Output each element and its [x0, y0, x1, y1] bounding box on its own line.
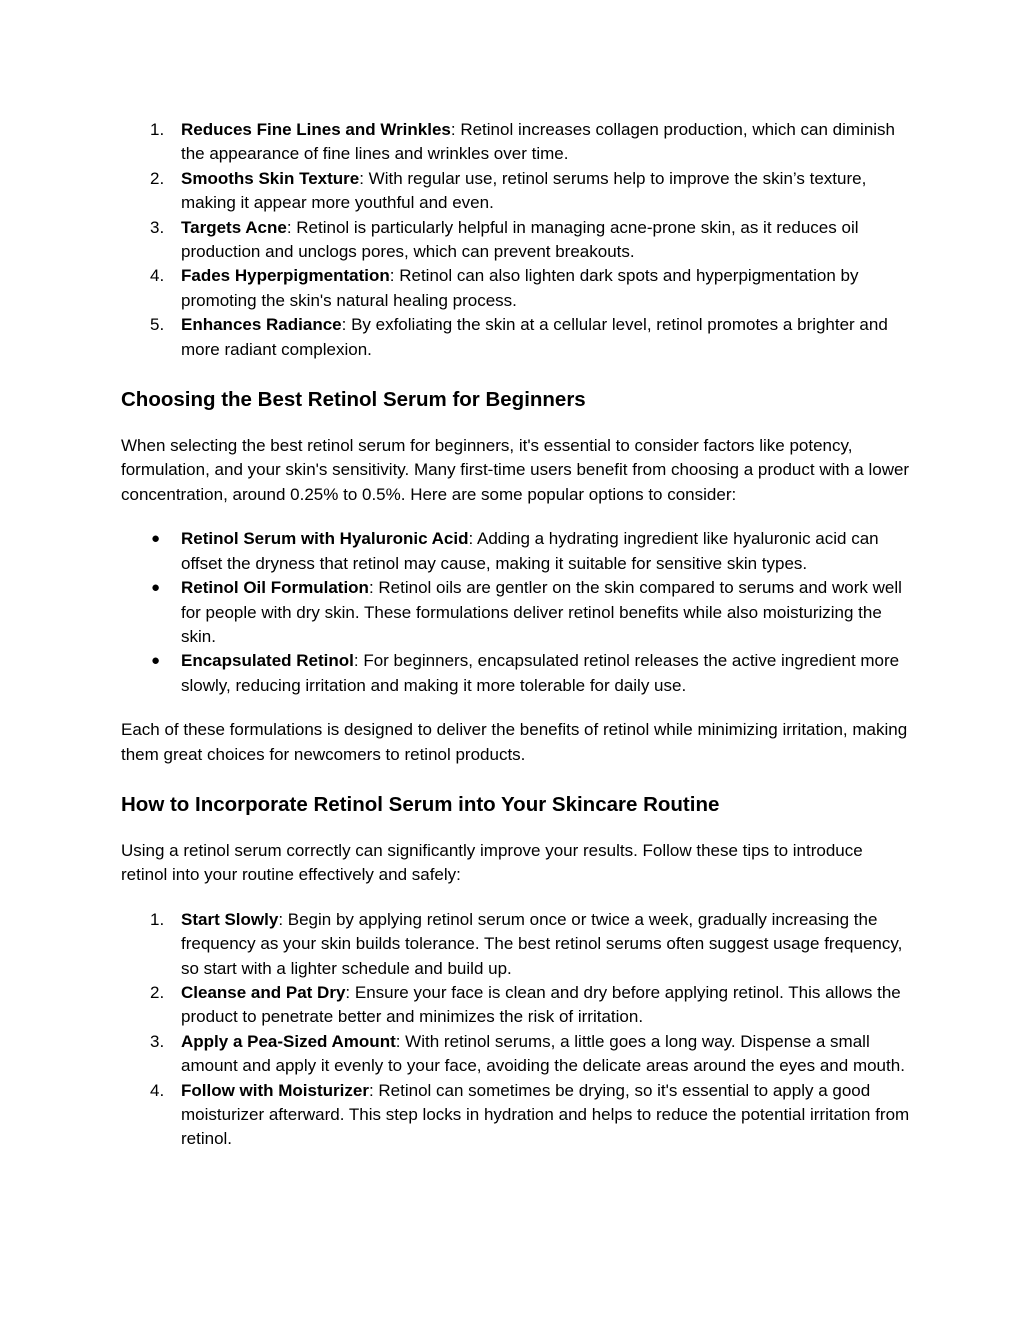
item-title: Targets Acne [181, 217, 287, 237]
steps-list [121, 908, 911, 1152]
list-number: 4. [150, 1080, 165, 1100]
list-item [121, 264, 911, 313]
item-text: : Adding a hydrating ingredient like hyaluronic acid can offset the dryness that retinol may cause, making it suitable for sensitive skin types. [181, 529, 879, 573]
bullet-icon: ● [151, 579, 161, 597]
list-item [121, 313, 911, 362]
item-text: : With regular use, retinol serums help to improve the skin’s texture, making it appear more youthful and even. [181, 168, 867, 213]
list-number: 2. [150, 982, 165, 1002]
list-number: 3. [150, 217, 165, 237]
list-number: 4. [150, 266, 165, 286]
item-text: : Retinol is particularly helpful in managing acne-prone skin, as it reduces oil production and unclogs pores, which can prevent breakouts. [181, 217, 859, 262]
list-item [121, 1079, 911, 1152]
item-text: : Retinol can also lighten dark spots and hyperpigmentation by promoting the skin's natural healing process. [181, 266, 859, 310]
item-text: : Ensure your face is clean and dry before applying retinol. This allows the product to penetrate better and minimizes the risk of irritation. [181, 982, 901, 1027]
item-title: Fades Hyperpigmentation [181, 266, 390, 286]
list-item [121, 527, 911, 576]
item-title: Reduces Fine Lines and Wrinkles [181, 120, 451, 139]
item-text: : By exfoliating the skin at a cellular level, retinol promotes a brighter and more radiant complexion. [181, 315, 888, 359]
list-item [121, 216, 911, 265]
list-number: 3. [150, 1031, 165, 1051]
benefits-list [121, 118, 911, 362]
paragraph: When selecting the best retinol serum for beginners, it's essential to consider factors like potency, formulation, and your skin's sensitivity. Many first-time users benefit from choosing a product with a lower concentration, around 0.25% to 0.5%. Here are some popular options to consider: [121, 436, 910, 504]
options-list [121, 527, 911, 698]
list-number: 2. [150, 168, 165, 188]
item-title: Start Slowly [181, 909, 279, 929]
item-title: Smooths Skin Texture [181, 168, 360, 188]
item-title: Retinol Oil Formulation [181, 578, 369, 598]
bullet-icon: ● [151, 530, 161, 548]
list-item [121, 981, 911, 1030]
document-page [121, 118, 911, 1152]
list-item [121, 167, 911, 216]
section-heading: How to Incorporate Retinol Serum into Your Skincare Routine [121, 792, 720, 816]
list-item [121, 1030, 911, 1079]
item-text: : Retinol oils are gentler on the skin compared to serums and work well for people with dry skin. These formulations deliver retinol benefits while also moisturizing the skin. [181, 578, 902, 646]
item-title: Enhances Radiance [181, 315, 342, 335]
item-title: Retinol Serum with Hyaluronic Acid [181, 529, 469, 549]
item-title: Cleanse and Pat Dry [181, 982, 346, 1002]
list-item [121, 118, 911, 167]
list-number: 5. [150, 315, 165, 335]
list-item [121, 908, 911, 981]
item-title: Apply a Pea-Sized Amount [181, 1031, 396, 1051]
item-text: : Begin by applying retinol serum once or twice a week, gradually increasing the frequency as your skin builds tolerance. The best retinol serums often suggest usage frequency, so start with a lighter schedule and build up. [181, 909, 903, 978]
item-title: Encapsulated Retinol [181, 651, 354, 671]
item-text: : For beginners, encapsulated retinol releases the active ingredient more slowly, reducing irritation and making it more tolerable for daily use. [181, 651, 900, 695]
list-item [121, 649, 911, 698]
list-item [121, 576, 911, 649]
list-number: 1. [150, 120, 165, 139]
list-number: 1. [150, 909, 165, 929]
item-title: Follow with Moisturizer [181, 1080, 369, 1100]
section-heading: Choosing the Best Retinol Serum for Beginners [121, 388, 586, 412]
item-text: : With retinol serums, a little goes a long way. Dispense a small amount and apply it evenly to your face, avoiding the delicate areas around the eyes and mouth. [181, 1031, 905, 1076]
bullet-icon: ● [151, 652, 161, 670]
paragraph: Using a retinol serum correctly can significantly improve your results. Follow these tips to introduce retinol into your routine effectively and safely: [121, 840, 863, 885]
paragraph: Each of these formulations is designed to deliver the benefits of retinol while minimizing irritation, making them great choices for newcomers to retinol products. [121, 720, 908, 764]
item-text: : Retinol increases collagen production, which can diminish the appearance of fine lines and wrinkles over time. [181, 120, 895, 164]
item-text: : Retinol can sometimes be drying, so it's essential to apply a good moisturizer afterward. This step locks in hydration and helps to reduce the potential irritation from retinol. [181, 1080, 910, 1149]
